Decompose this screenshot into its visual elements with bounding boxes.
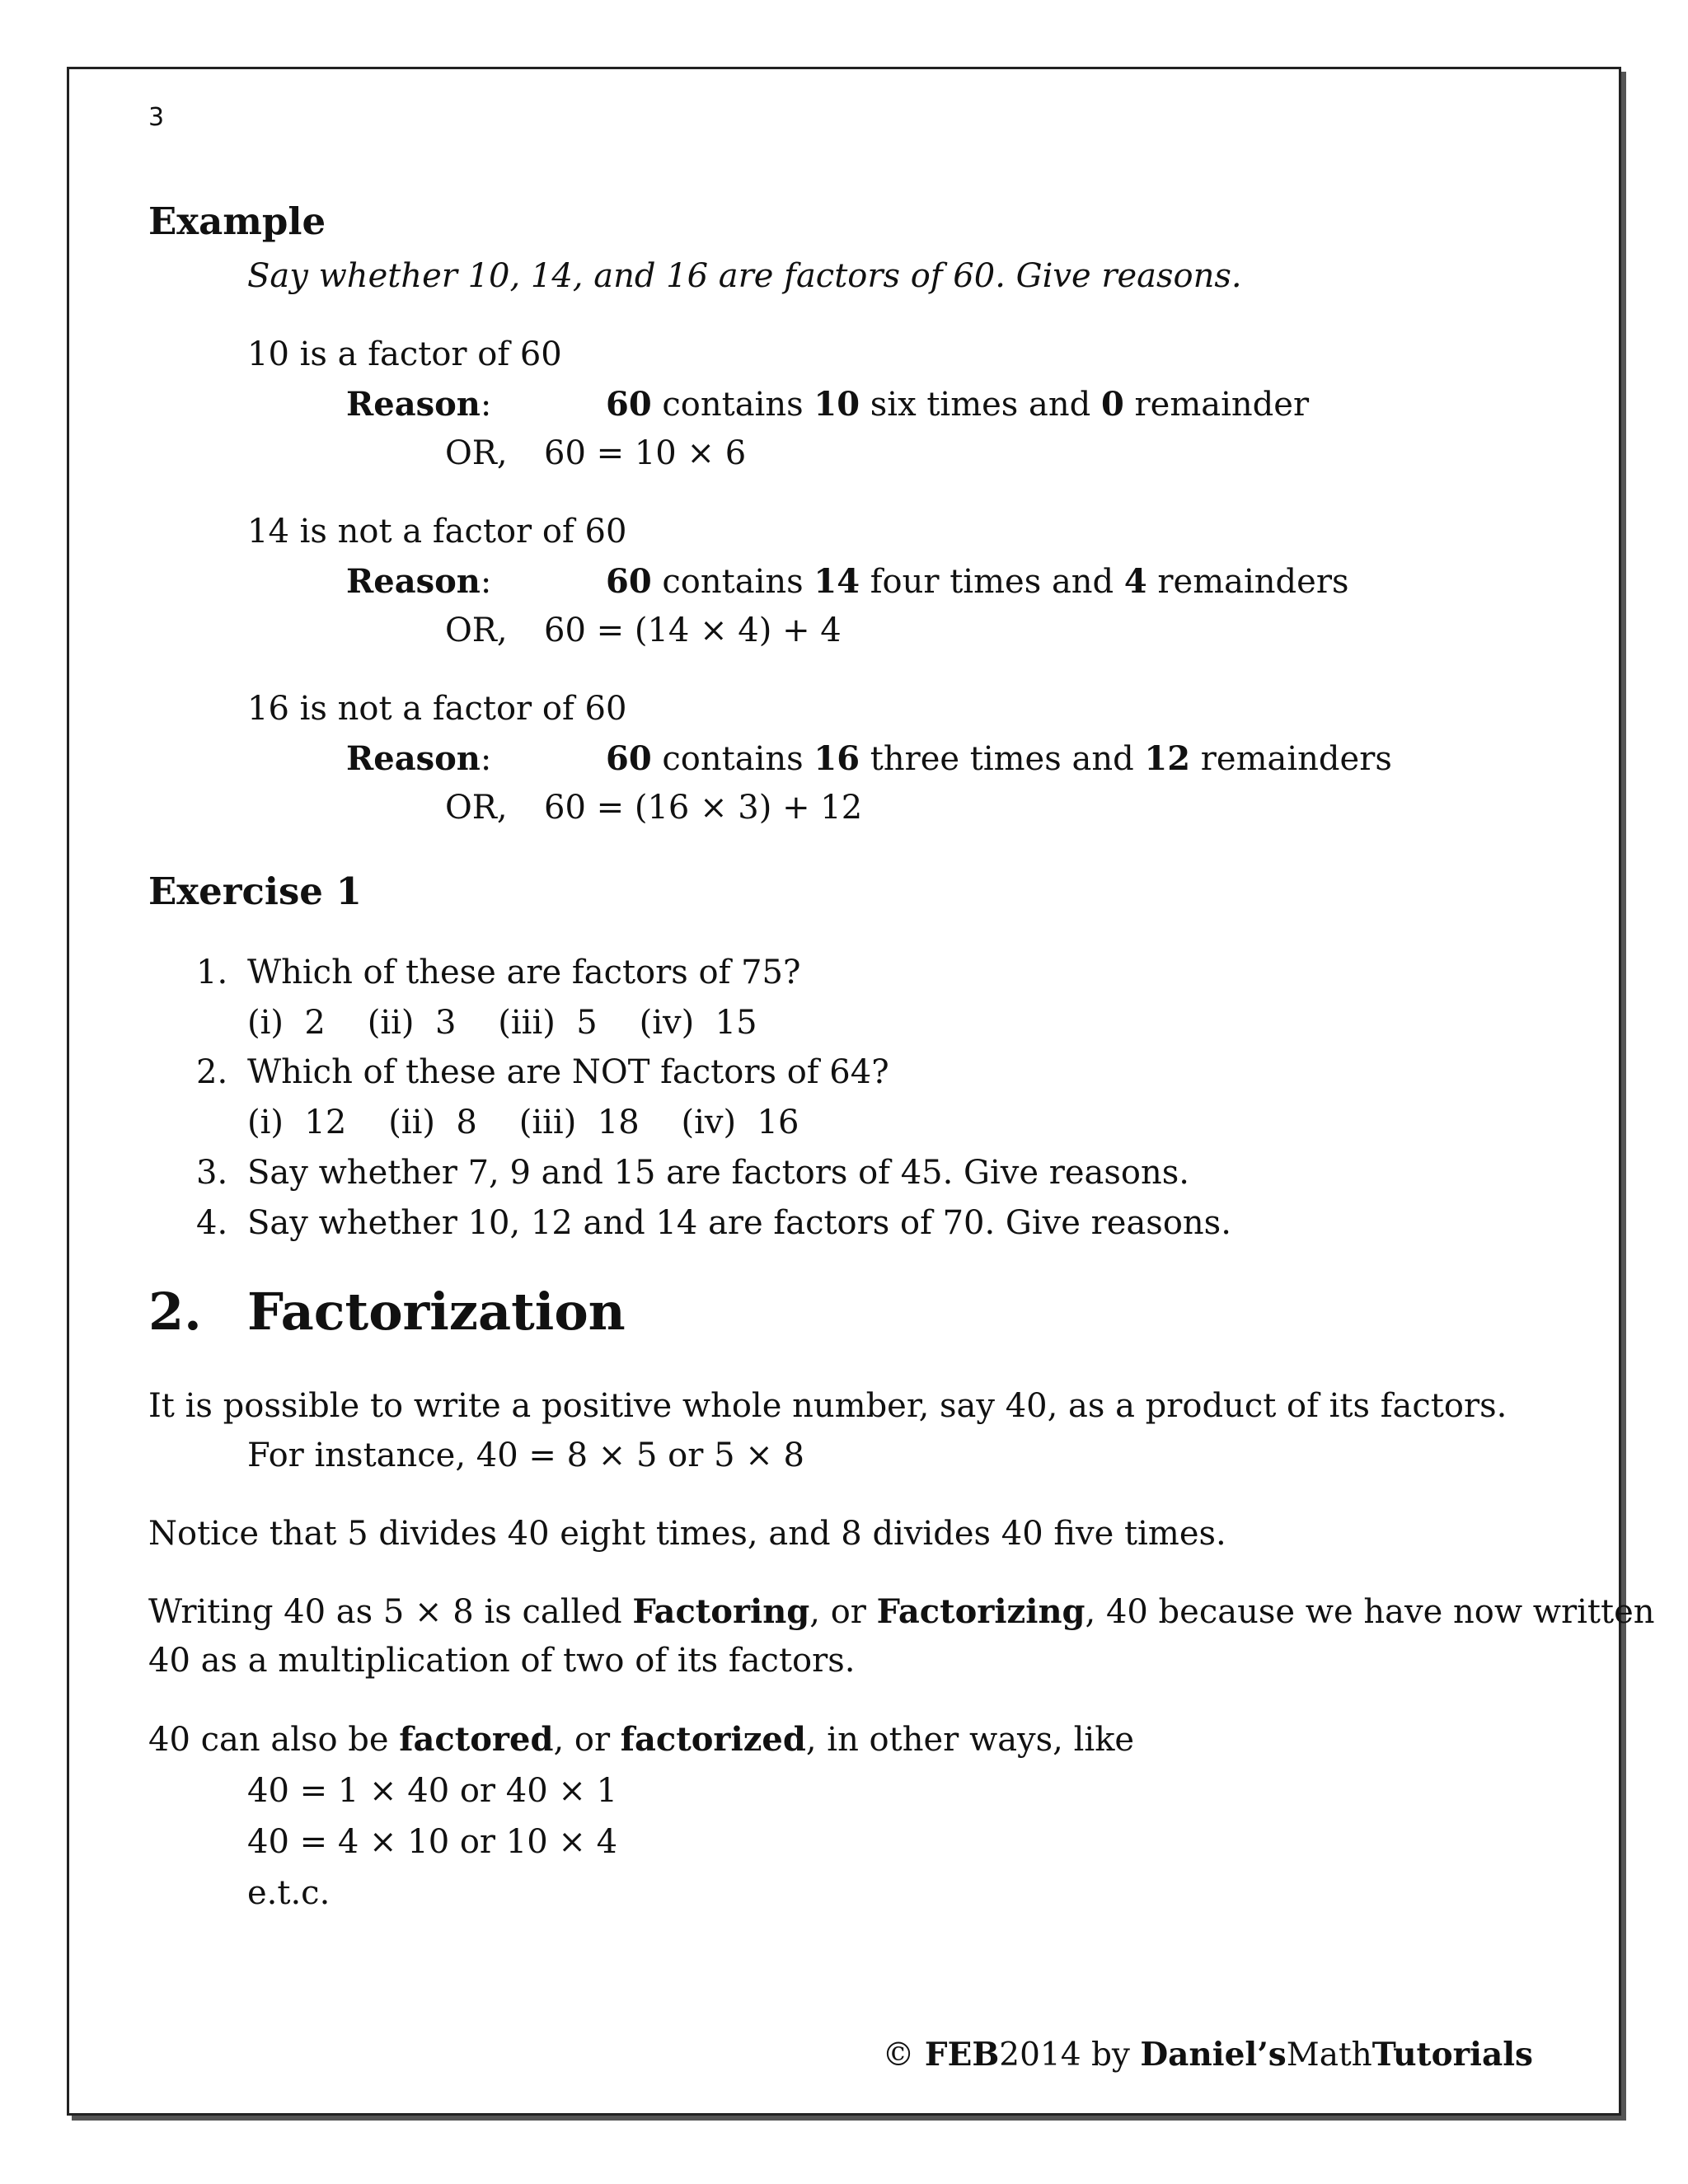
- exercise-item-number: 3.: [196, 1154, 228, 1192]
- paragraph: It is possible to write a positive whole number, say 40, as a product of its factors.: [148, 1387, 1507, 1425]
- exercise-item-options: (i) 2 (ii) 3 (iii) 5 (iv) 15: [247, 1004, 757, 1042]
- or-label: OR,: [445, 434, 508, 472]
- paragraph: Writing 40 as 5 × 8 is called Factoring, or Factorizing, 40 because we have now written: [148, 1592, 1655, 1631]
- exercise-heading: Exercise 1: [148, 869, 362, 913]
- case-statement: 10 is a factor of 60: [247, 335, 562, 373]
- paragraph: 40 can also be factored, or factorized, in other ways, like: [148, 1720, 1135, 1759]
- exercise-item-number: 1.: [196, 954, 228, 991]
- or-label: OR,: [445, 789, 508, 827]
- factor-way: e.t.c.: [247, 1874, 331, 1912]
- paragraph-line: 40 as a multiplication of two of its factors.: [148, 1642, 856, 1680]
- equation: 60 = 10 × 6: [544, 434, 747, 472]
- reason-text: 60 contains 14 four times and 4 remainders: [606, 562, 1349, 601]
- factor-way: 40 = 1 × 40 or 40 × 1: [247, 1772, 618, 1810]
- equation: 60 = (16 × 3) + 12: [544, 789, 863, 827]
- section-number: 2.: [148, 1282, 202, 1342]
- exercise-item-text: Say whether 7, 9 and 15 are factors of 45. Give reasons.: [247, 1154, 1190, 1192]
- example-prompt: Say whether 10, 14, and 16 are factors of 60. Give reasons.: [247, 257, 1242, 295]
- reason-label: Reason:: [346, 385, 492, 424]
- reason-label: Reason:: [346, 739, 492, 778]
- exercise-item-text: Which of these are NOT factors of 64?: [247, 1053, 889, 1091]
- page-number: 3: [148, 103, 165, 132]
- exercise-item-text: Which of these are factors of 75?: [247, 954, 801, 991]
- reason-text: 60 contains 10 six times and 0 remainder: [606, 385, 1310, 424]
- paragraph: Notice that 5 divides 40 eight times, and 8 divides 40 five times.: [148, 1515, 1226, 1553]
- factor-way: 40 = 4 × 10 or 10 × 4: [247, 1823, 618, 1861]
- exercise-item-options: (i) 12 (ii) 8 (iii) 18 (iv) 16: [247, 1104, 799, 1141]
- equation: 60 = (14 × 4) + 4: [544, 612, 842, 649]
- copyright-footer: © FEB2014 by Daniel’sMathTutorials: [882, 2036, 1533, 2074]
- case-statement: 16 is not a factor of 60: [247, 690, 627, 728]
- section-title: Factorization: [247, 1282, 626, 1342]
- or-label: OR,: [445, 612, 508, 649]
- reason-label: Reason:: [346, 562, 492, 601]
- example-heading: Example: [148, 199, 326, 243]
- exercise-item-number: 2.: [196, 1053, 228, 1091]
- reason-text: 60 contains 16 three times and 12 remainders: [606, 739, 1392, 778]
- exercise-item-number: 4.: [196, 1204, 228, 1242]
- paragraph-example: For instance, 40 = 8 × 5 or 5 × 8: [247, 1436, 804, 1474]
- case-statement: 14 is not a factor of 60: [247, 513, 627, 551]
- exercise-item-text: Say whether 10, 12 and 14 are factors of 70. Give reasons.: [247, 1204, 1231, 1242]
